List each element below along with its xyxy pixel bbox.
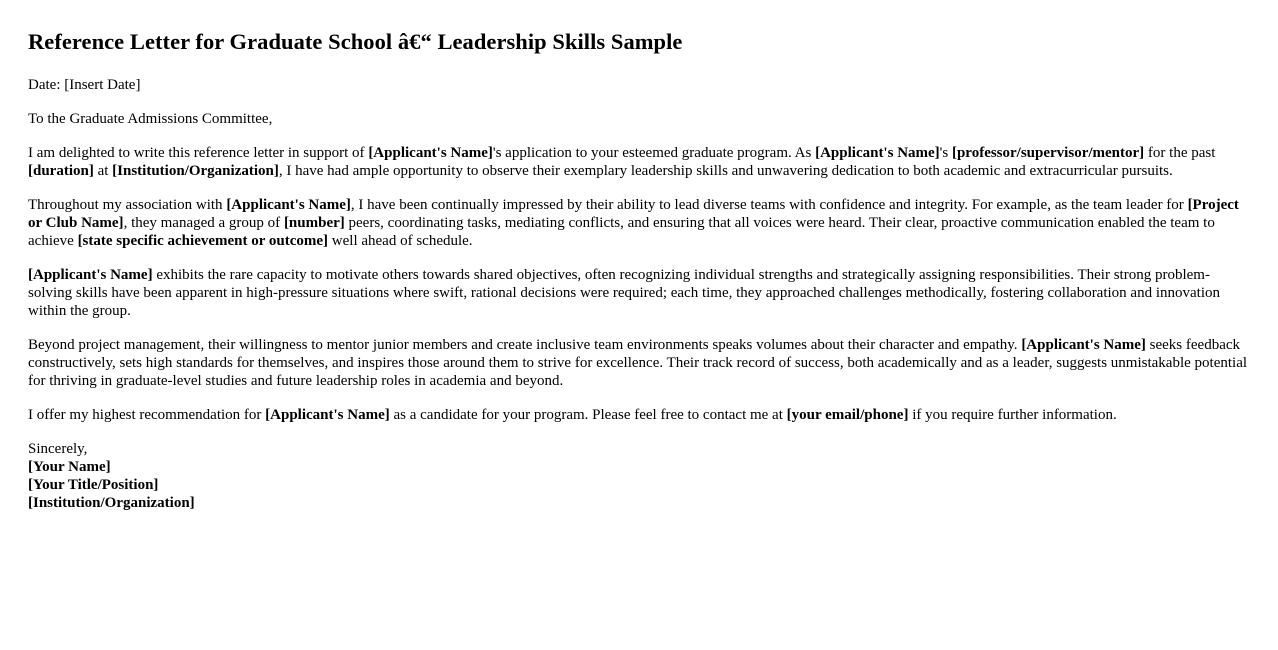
text-run: seeks feedback constructively, sets high standards for themselves, and inspires those around them to strive for excellence. Their track record of success, both academically and as a leader, suggests unmistakable potential for thriving in graduate-level studies and future leadership roles in academia and beyond.	[28, 337, 1248, 389]
text-run: , I have been continually impressed by their ability to lead diverse teams with confidence and integrity. For example, as the team leader for	[350, 197, 1188, 213]
paragraph-motivation	[28, 266, 1254, 320]
text-run: peers, coordinating tasks, mediating conflicts, and ensuring that all voices were heard. Their clear, proactive communication enabled the team to achieve	[28, 215, 1215, 249]
text-run: , they managed a group of	[123, 215, 284, 231]
placeholder-institution: [Institution/Organization]	[112, 163, 279, 179]
text-run: if you require further information.	[908, 407, 1117, 423]
text-run: Beyond project management, their willingness to mentor junior members and create inclusive team environments speaks volumes about their character and empathy.	[28, 337, 1022, 353]
text-run: I offer my highest recommendation for	[28, 407, 266, 423]
page-title: Reference Letter for Graduate School â€“ Leadership Skills Sample	[28, 29, 683, 54]
text-run: as a candidate for your program. Please feel free to contact me at	[389, 407, 787, 423]
text-run: well ahead of schedule.	[328, 233, 473, 249]
placeholder-applicant-name: [Applicant's Name]	[265, 407, 390, 423]
paragraph-teamwork	[28, 196, 1254, 250]
placeholder-applicant-name: [Applicant's Name]	[368, 145, 493, 161]
text-run: 's	[939, 145, 952, 161]
placeholder-applicant-name: [Applicant's Name]	[28, 267, 153, 283]
sign-off: Sincerely,	[28, 441, 88, 457]
placeholder-role: [professor/supervisor/mentor]	[951, 145, 1145, 161]
text-run: , I have had ample opportunity to observe their exemplary leadership skills and unwavering dedication to both academic and extracurricular pursuits.	[278, 163, 1173, 179]
text-run: Throughout my association with	[28, 197, 227, 213]
text-run: I am delighted to write this reference letter in support of	[28, 145, 369, 161]
placeholder-applicant-name: [Applicant's Name]	[1021, 337, 1146, 353]
text-run: 's application to your esteemed graduate program. As	[492, 145, 816, 161]
paragraph-intro	[28, 144, 1254, 180]
placeholder-achievement: [state specific achievement or outcome]	[77, 233, 329, 249]
text-run: for the past	[1144, 145, 1216, 161]
salutation: To the Graduate Admissions Committee,	[28, 111, 273, 127]
placeholder-project-name: [Project or Club Name]	[28, 197, 1239, 231]
placeholder-applicant-name: [Applicant's Name]	[815, 145, 940, 161]
signature-title: [Your Title/Position]	[28, 477, 159, 493]
paragraph-mentorship	[28, 336, 1254, 390]
placeholder-duration: [duration]	[28, 163, 94, 179]
text-run: at	[93, 163, 113, 179]
date-line: Date: [Insert Date]	[28, 77, 141, 93]
placeholder-applicant-name: [Applicant's Name]	[226, 197, 351, 213]
signature-name: [Your Name]	[28, 459, 111, 475]
paragraph-recommendation	[28, 406, 1254, 424]
signature-institution: [Institution/Organization]	[28, 495, 195, 511]
placeholder-number: [number]	[283, 215, 345, 231]
text-run: exhibits the rare capacity to motivate others towards shared objectives, often recognizing individual strengths and strategically assigning responsibilities. Their strong problem-solving skills have been apparent in high-pressure situations where swift, rational decisions were required; each time, they approached challenges methodically, fostering collaboration and innovation within the group.	[28, 267, 1220, 319]
signature-block	[28, 440, 1254, 512]
placeholder-contact: [your email/phone]	[786, 407, 909, 423]
